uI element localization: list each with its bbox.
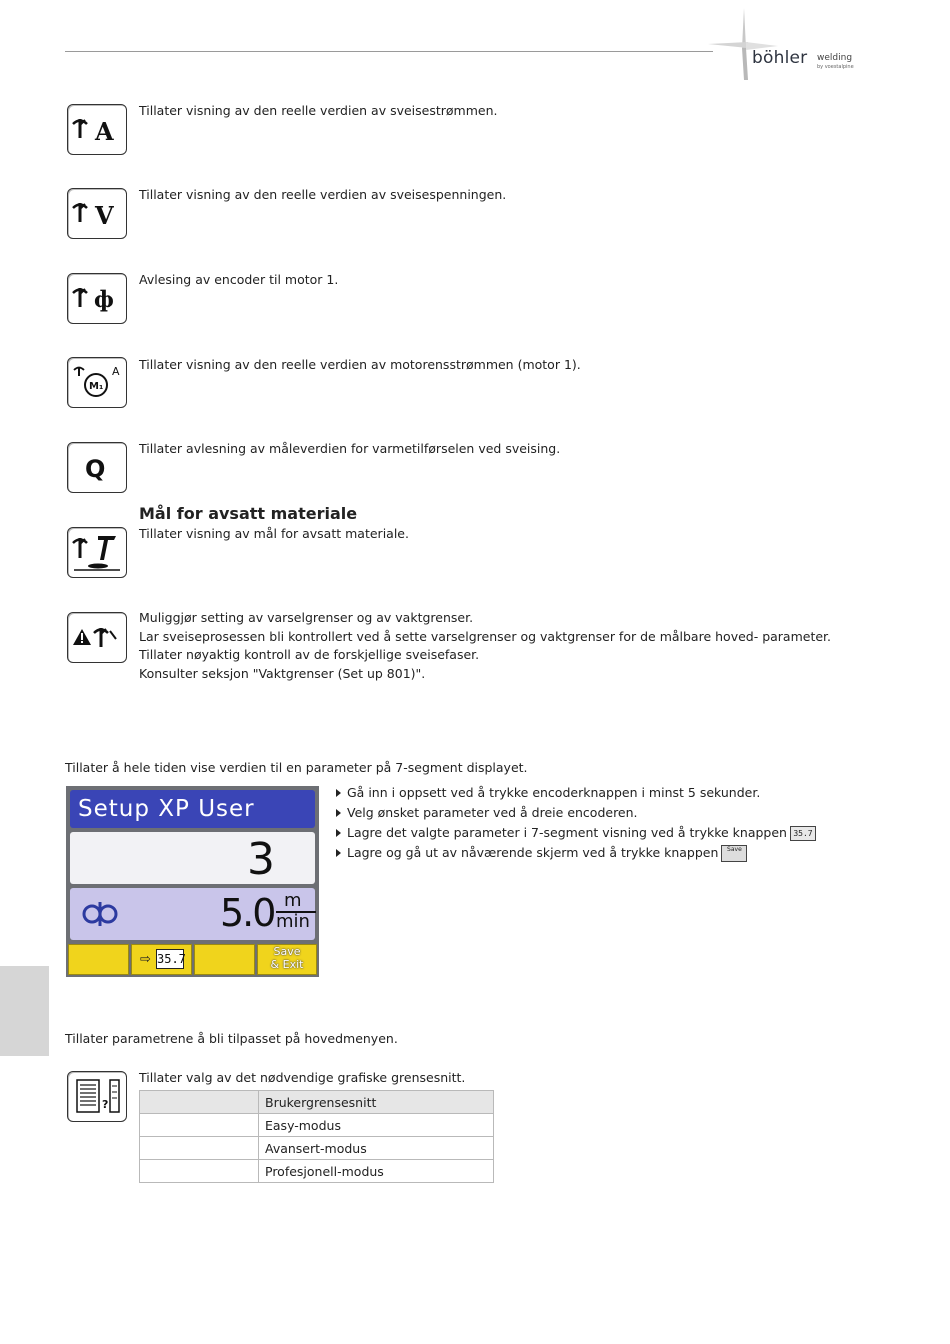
exit-label: & Exit: [270, 958, 304, 971]
screen-unit-bottom: min: [276, 911, 310, 932]
table-row: [140, 1137, 494, 1160]
item-current-text: Tillater visning av den reelle verdien av sveisestrømmen.: [139, 103, 498, 118]
save-label: Save: [273, 945, 301, 958]
screen-value-field[interactable]: [70, 832, 315, 884]
table-cell: [140, 1137, 259, 1160]
side-tab: [0, 966, 49, 1056]
screen-title: Setup XP User: [78, 796, 255, 822]
item-encoder-text: Avlesing av encoder til motor 1.: [139, 272, 339, 287]
warning-line-3: Tillater nøyaktig kontroll av de forskjellige sveisefaser.: [139, 647, 480, 663]
warning-limits-icon: [67, 612, 127, 663]
warning-line-1: Muliggjør setting av varselgrenser og av vaktgrenser.: [139, 610, 474, 625]
svg-text:V: V: [95, 201, 114, 230]
svg-text:A: A: [95, 117, 114, 146]
brand-name: böhler: [752, 48, 808, 68]
table-cell: [140, 1091, 259, 1114]
table-cell: Easy-modus: [259, 1114, 494, 1137]
seg-display-label: 35.7: [156, 949, 184, 969]
deposited-heading: Mål for avsatt materiale: [139, 504, 358, 523]
bullet-item: [335, 823, 816, 843]
svg-text:A: A: [112, 365, 120, 378]
softkey-save-exit[interactable]: [257, 944, 317, 975]
table-cell: Profesjonell-modus: [259, 1160, 494, 1183]
screen-value: 3: [247, 834, 275, 885]
seg-key-icon: 35.7: [790, 826, 816, 841]
bullet-text: Lagre og gå ut av nåværende skjerm ved å trykke knappen: [347, 845, 719, 860]
bullet-text: Gå inn i oppsett ved å trykke encoderknappen i minst 5 sekunder.: [347, 785, 761, 800]
encoder-icon: [67, 273, 127, 324]
svg-text:ф: ф: [94, 287, 114, 313]
xp-instructions: [335, 783, 816, 863]
brand-tag: by voestalpine: [817, 64, 854, 70]
arrow-right-icon: ⇨: [140, 952, 151, 967]
table-row: [140, 1160, 494, 1183]
interface-table: [139, 1090, 494, 1183]
screen-param-value: 5.0: [220, 891, 275, 935]
deposited-material-icon: [67, 527, 127, 578]
item-deposited-text: Tillater visning av mål for avsatt materiale.: [139, 526, 409, 541]
motor-current-icon: [67, 357, 127, 408]
softkey-1[interactable]: [68, 944, 129, 975]
ui-select-text: Tillater valg av det nødvendige grafiske grensesnitt.: [139, 1070, 466, 1085]
table-cell: Avansert-modus: [259, 1137, 494, 1160]
header-rule: [65, 51, 713, 52]
setup-xp-screen: [66, 786, 319, 977]
svg-text:Q: Q: [85, 455, 106, 483]
brand-suffix: welding: [817, 53, 853, 63]
xp-intro: Tillater å hele tiden vise verdien til en parameter på 7-segment displayet.: [65, 760, 528, 775]
screen-unit-top: m: [284, 890, 302, 911]
warning-line-2: Lar sveiseprosessen bli kontrollert ved å sette varselgrenser og vaktgrenser for de målbare hoved- parameter.: [139, 628, 832, 644]
bullet-item: [335, 803, 816, 823]
table-cell: [140, 1160, 259, 1183]
table-row: [140, 1114, 494, 1137]
screen-param-field[interactable]: [70, 888, 315, 940]
svg-text:M₁: M₁: [89, 381, 104, 392]
bullet-item: [335, 843, 816, 863]
softkey-seg-display[interactable]: [131, 944, 192, 975]
warning-line-4: Konsulter seksjon "Vaktgrenser (Set up 801)".: [139, 665, 426, 681]
wire-feed-icon: [80, 900, 120, 928]
interface-icon: [67, 1071, 127, 1122]
bullet-text: Lagre det valgte parameter i 7-segment visning ved å trykke knappen: [347, 825, 787, 840]
table-row: [140, 1091, 494, 1114]
save-key-icon: Save: [721, 845, 747, 862]
save-exit-label: [264, 945, 310, 971]
item-heat-text: Tillater avlesning av måleverdien for varmetilførselen ved sveising.: [139, 441, 561, 456]
bullet-text: Velg ønsket parameter ved å dreie encoderen.: [347, 805, 638, 820]
item-voltage-text: Tillater visning av den reelle verdien av sveisespenningen.: [139, 187, 507, 202]
svg-text:?: ?: [102, 1098, 109, 1111]
ui-intro: Tillater parametrene å bli tilpasset på hovedmenyen.: [65, 1031, 398, 1046]
heat-input-icon: [67, 442, 127, 493]
table-cell: [140, 1114, 259, 1137]
screen-softkeys: [66, 944, 319, 977]
table-cell: Brukergrensesnitt: [259, 1091, 494, 1114]
softkey-3[interactable]: [194, 944, 255, 975]
screen-title-bar: [70, 790, 315, 828]
arc-current-icon: [67, 104, 127, 155]
bullet-item: [335, 783, 816, 803]
item-warning-text: [139, 609, 831, 683]
arc-voltage-icon: [67, 188, 127, 239]
item-motor-text: Tillater visning av den reelle verdien av motorensstrømmen (motor 1).: [139, 357, 581, 372]
